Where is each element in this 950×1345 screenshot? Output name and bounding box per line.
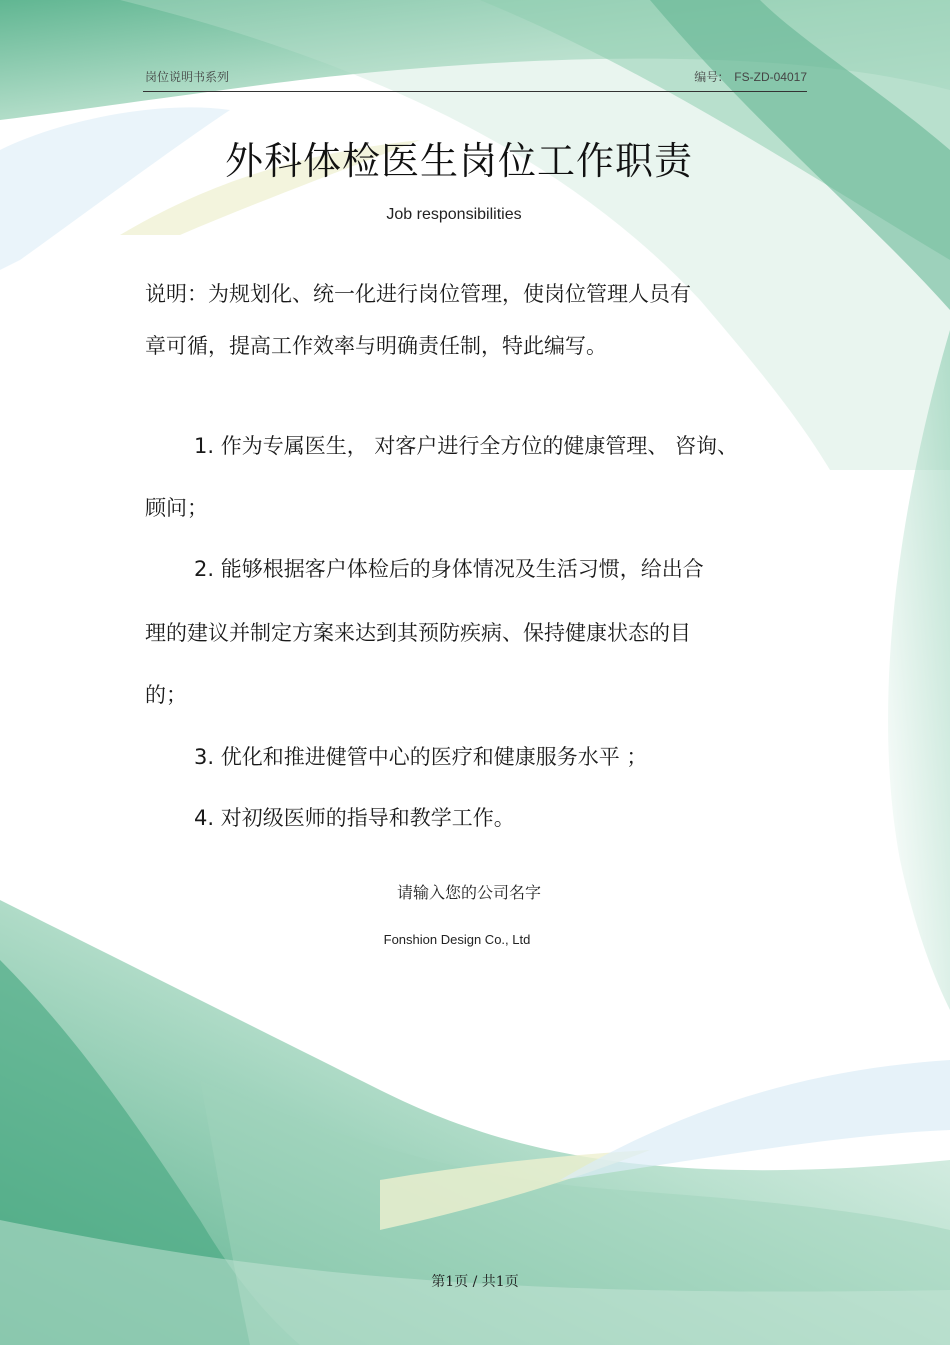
item-3-line-1: 3. 优化和推进健管中心的医疗和健康服务水平 ； [194, 745, 648, 769]
intro-line-1: 说明：为规划化、统一化进行岗位管理，使岗位管理人员有 [145, 282, 691, 306]
item-4-line-1: 4. 对初级医师的指导和教学工作。 [194, 806, 515, 830]
header-series: 岗位说明书系列 [145, 70, 230, 84]
header-number-value: FS-ZD-04017 [734, 70, 807, 84]
header-number-label: 编号: [694, 70, 723, 84]
item-2-line-3: 的； [145, 683, 187, 707]
intro-line-2: 章可循，提高工作效率与明确责任制，特此编写。 [145, 334, 607, 358]
page-subtitle: Job responsibilities [386, 206, 522, 223]
item-1-line-1: 1. 作为专属医生， 对客户进行全方位的健康管理、 咨询、 [194, 434, 739, 458]
header-number [694, 68, 807, 85]
page-title: 外科体检医生岗位工作职责 [224, 139, 693, 183]
item-2-line-1: 2. 能够根据客户体检后的身体情况及生活习惯，给出合 [194, 557, 704, 581]
company-name-cn: 请输入您的公司名字 [396, 883, 541, 902]
item-2-line-2: 理的建议并制定方案来达到其预防疾病、保持健康状态的目 [145, 621, 691, 645]
page-number: 第1页 / 共1页 [431, 1274, 519, 1290]
company-name-en: Fonshion Design Co., Ltd [383, 932, 531, 947]
header-divider [143, 91, 807, 92]
item-1-line-2: 顾问； [145, 496, 208, 520]
